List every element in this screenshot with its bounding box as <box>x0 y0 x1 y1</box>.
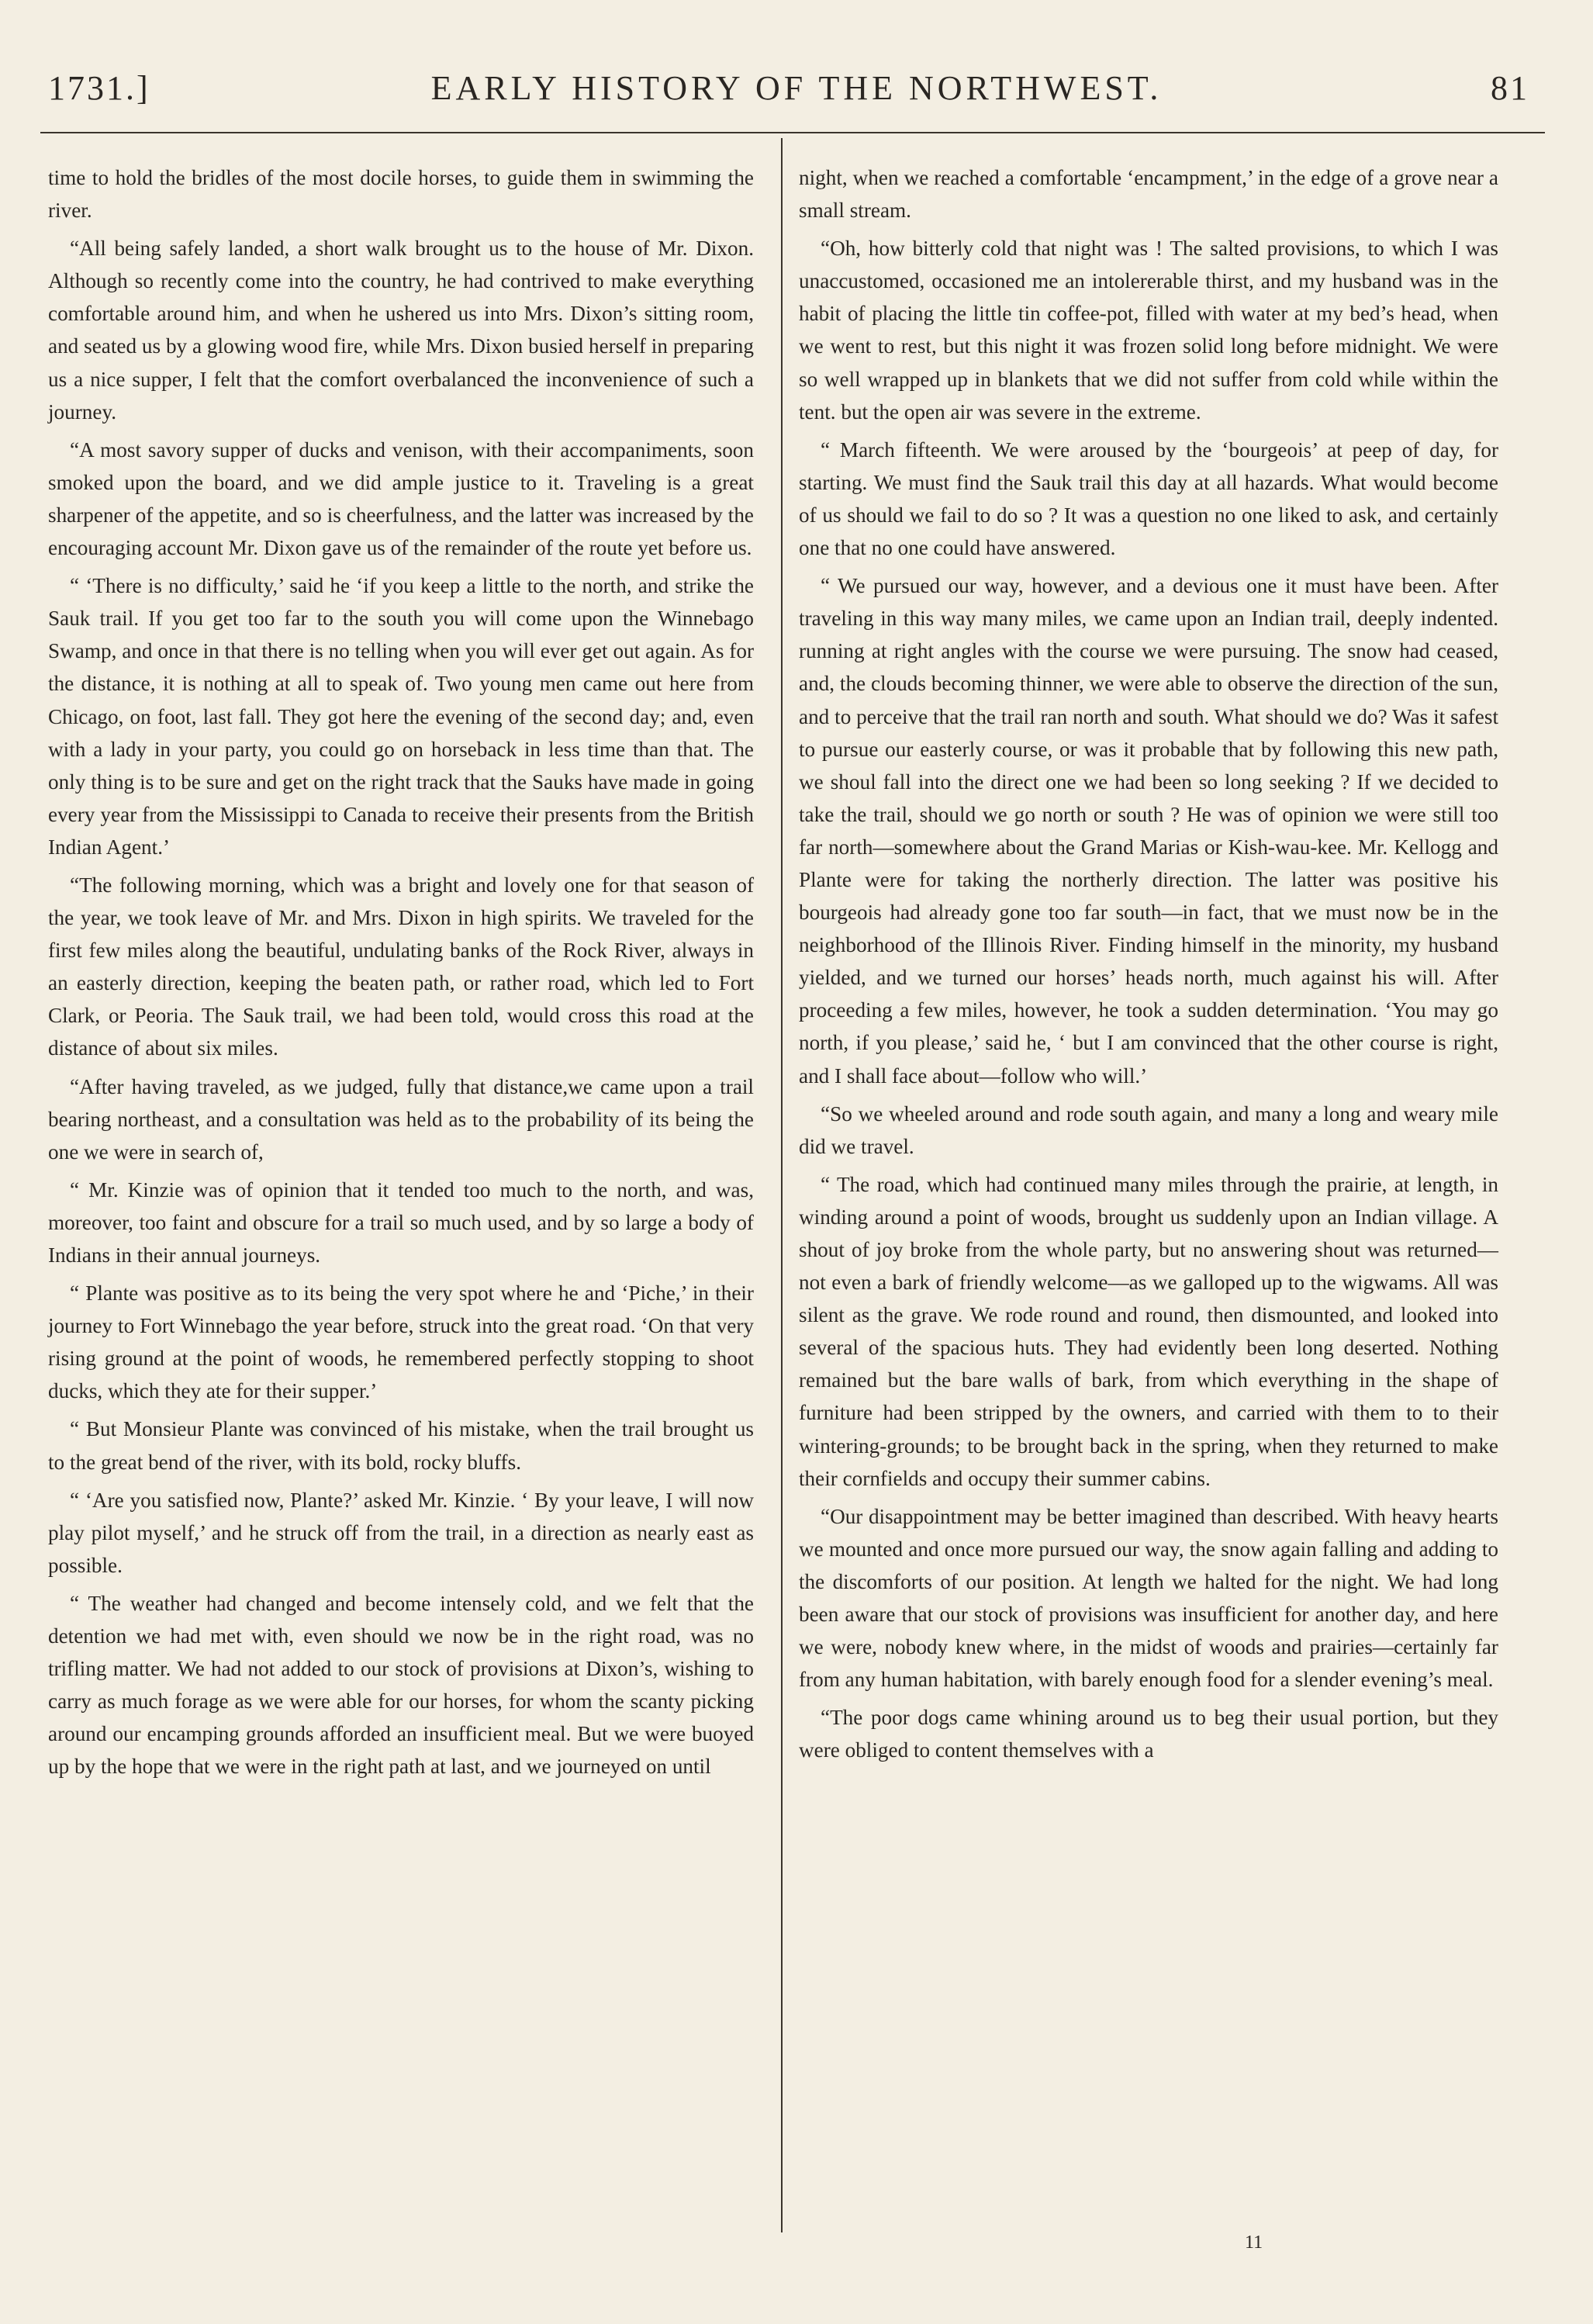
column-divider <box>781 138 783 2232</box>
paragraph: “ But Monsieur Plante was convinced of his mistake, when the trail brought us to the great bend of the river, with its bold, rocky bluffs. <box>48 1417 754 1474</box>
paragraph: “ ‘Are you satisfied now, Plante?’ asked Mr. Kinzie. ‘ By your leave, I will now play pilot myself,’ and he struck off from the trail, in a direction as nearly east as possible. <box>48 1488 754 1577</box>
paragraph: “ March fifteenth. We were aroused by the ‘bourgeois’ at peep of day, for starting. We must find the Sauk trail this day at all hazards. What would become of us should we fail to do so ? It was a question no one liked to ask, and certainly one that no one could have answered. <box>799 437 1498 560</box>
paragraph: “Oh, how bitterly cold that night was ! The salted provisions, to which I was unaccustomed, occasioned me an intolererable thirst, and my husband was in the habit of placing the little tin coffee-pot, filled with water at my bed’s head, when we went to rest, but this night it was frozen solid long before midnight. We were so well wrapped up in blankets that we did not suffer from cold while within the tent. but the open air was severe in the extreme. <box>799 237 1498 424</box>
paragraph: “ The weather had changed and become intensely cold, and we felt that the detention we had met with, even should we now be in the right road, was no trifling matter. We had not added to our stock of provisions at Dixon’s, wishing to carry as much forage as we were able for our horses, for whom the scanty picking around our encamping grounds afforded an insufficient meal. But we were buoyed up by the hope that we were in the right path at last, and we journeyed on until <box>48 1591 754 1779</box>
header-page-number: 81 <box>1491 69 1529 107</box>
paragraph: “The following morning, which was a bright and lovely one for that season of the year, we took leave of Mr. and Mrs. Dixon in high spirits. We traveled for the first few miles along the beautiful, undulating banks of the Rock River, always in an easterly direction, keeping the beaten path, or rather road, which led to Fort Clark, or Peoria. The Sauk trail, we had been told, would cross this road at the distance of about six miles. <box>48 873 754 1060</box>
paragraph: “ Plante was positive as to its being the very spot where he and ‘Piche,’ in their journey to Fort Winnebago the year before, struck into the great road. ‘On that very rising ground at the point of woods, he remembered perfectly stopping to shoot ducks, which they ate for their supper.’ <box>48 1281 754 1403</box>
running-header <box>48 61 1545 110</box>
paragraph: “A most savory supper of ducks and venison, with their accompaniments, soon smoked upon the board, and we did ample justice to it. Traveling is a great sharpener of the appetite, and so is cheerfulness, and the latter was increased by the encouraging account Mr. Dixon gave us of the remainder of the route yet before us. <box>48 437 754 560</box>
paragraph: “So we wheeled around and rode south again, and many a long and weary mile did we travel. <box>799 1101 1498 1158</box>
paragraph: “The poor dogs came whining around us to beg their usual portion, but they were obliged to content themselves with a <box>799 1706 1498 1762</box>
paragraph: “ The road, which had continued many miles through the prairie, at length, in winding around a point of woods, brought us suddenly upon an Indian village. A shout of joy broke from the whole party, but no answering shout was returned—not even a bark of friendly welcome—as we galloped up to the wigwams. All was silent as the grave. We rode round and round, then dismounted, and looked into several of the spacious huts. They had evidently been long deserted. Nothing remained but the bare walls of bark, from which everything in the shape of furniture had been stripped by the owners, and carried with them to to their wintering-grounds; to be brought back in the spring, when they returned to make their cornfields and occupy their summer cabins. <box>799 1172 1498 1490</box>
header-title: EARLY HISTORY OF THE NORTHWEST. <box>430 69 1163 107</box>
header-rule <box>40 132 1545 133</box>
paragraph: “Our disappointment may be better imagined than described. With heavy hearts we mounted and once more pursued our way, the snow again falling and adding to the discomforts of our position. At length we halted for the night. We had long been aware that our stock of provisions was insufficient for another day, and here we were, nobody knew where, in the midst of woods and prairies—certainly far from any human habitation, with barely enough food for a slender evening’s meal. <box>799 1504 1498 1692</box>
paragraph: “ ‘There is no difficulty,’ said he ‘if you keep a little to the north, and strike the Sauk trail. If you get too far to the south you will come upon the Winnebago Swamp, and once in that there is no telling when you will ever get out again. As for the distance, it is nothing at all to speak of. Two young men came out here from Chicago, on foot, last fall. They got here the evening of the second day; and, even with a lady in your party, you could go on horseback in less time than that. The only thing is to be sure and get on the right track that the Sauks have made in going every year from the Mississippi to Canada to receive their presents from the British Indian Agent.’ <box>48 574 754 859</box>
left-column <box>48 161 754 1789</box>
paragraph: “ Mr. Kinzie was of opinion that it tended too much to the north, and was, moreover, too faint and obscure for a trail so much used, and by so large a body of Indians in their annual journeys. <box>48 1178 754 1267</box>
paragraph: time to hold the bridles of the most docile horses, to guide them in swimming the river. <box>48 166 754 223</box>
paragraph: night, when we reached a comfortable ‘encampment,’ in the edge of a grove near a small stream. <box>799 166 1498 223</box>
paragraph: “ We pursued our way, however, and a devious one it must have been. After traveling in this way many miles, we came upon an Indian trail, deeply indented. running at right angles with the course we were pursuing. The snow had ceased, and, the clouds becoming thinner, we were able to observe the direction of the sun, and to perceive that the trail ran north and south. What should we do? Was it safest to pursue our easterly course, or was it probable that by following this new path, we shoul fall into the direct one we had been so long seeking ? If we decided to take the trail, should we go north or south ? He was of opinion we were still too far north—somewhere about the Grand Marias or Kish-wau-kee. Mr. Kellogg and Plante were for taking the northerly direction. The latter was positive his bourgeois had already gone too far south—in fact, that we must now be in the neighborhood of the Illinois River. Finding himself in the minority, my husband yielded, and we turned our horses’ heads north, much against his will. After proceeding a few miles, however, he took a sudden determination. ‘You may go north, if you please,’ said he, ‘ but I am convinced that the other course is right, and I shall face about—follow who will.’ <box>799 574 1498 1088</box>
paragraph: “After having traveled, as we judged, fully that distance,we came upon a trail bearing northeast, and a consultation was held as to the probability of its being the one we were in search of, <box>48 1074 754 1164</box>
paragraph: “All being safely landed, a short walk brought us to the house of Mr. Dixon. Although so recently come into the country, he had contrived to make everything comfortable around him, and when he ushered us into Mrs. Dixon’s sitting room, and seated us by a glowing wood fire, while Mrs. Dixon busied herself in preparing us a nice supper, I felt that the comfort overbalanced the inconvenience of such a journey. <box>48 237 754 424</box>
right-column <box>799 161 1498 1772</box>
header-year: 1731.] <box>48 69 150 107</box>
signature-mark: 11 <box>1245 2232 1263 2253</box>
